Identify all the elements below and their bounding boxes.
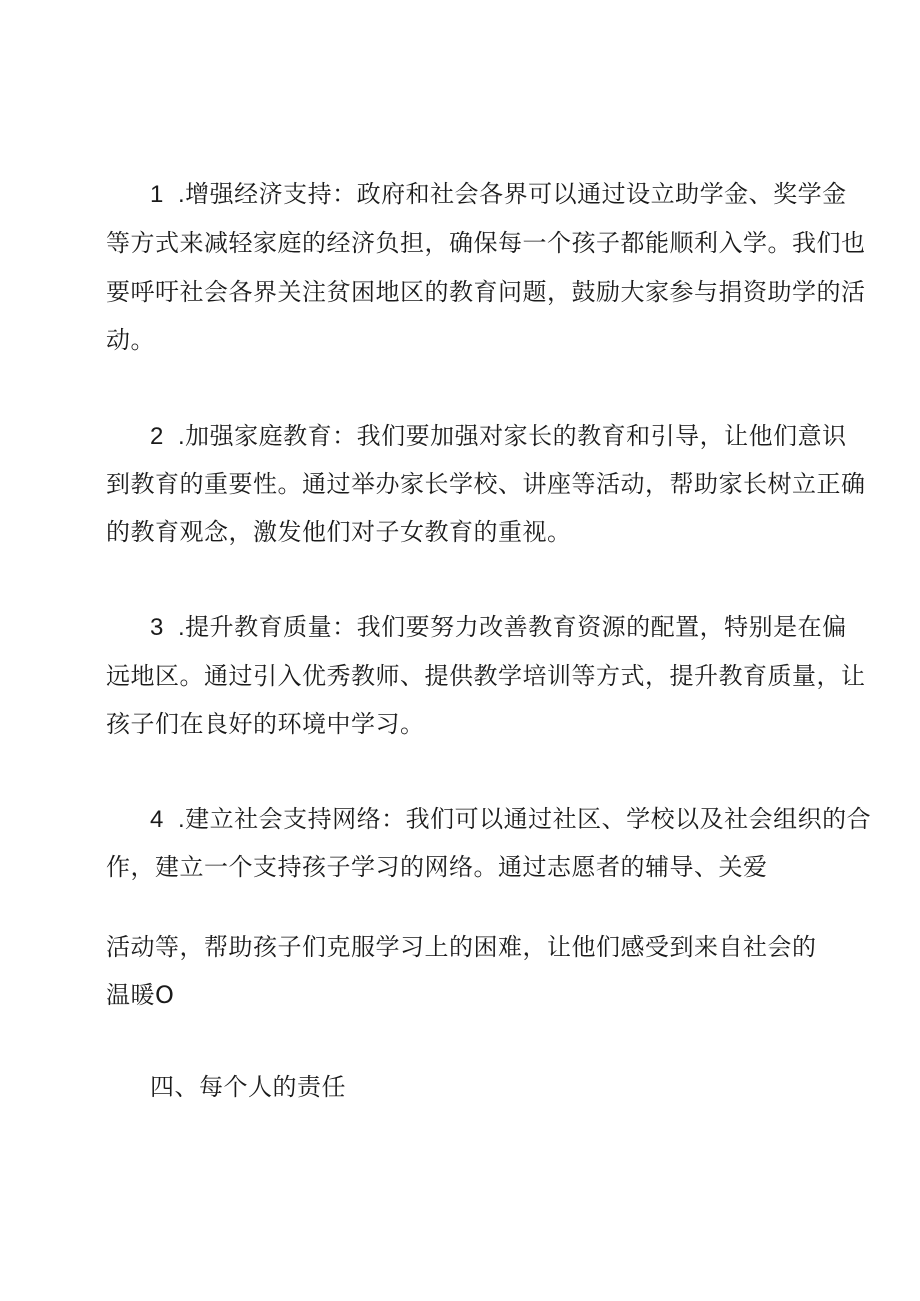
section-heading: 四、每个人的责任 bbox=[150, 1073, 346, 1101]
item-4-line-1 bbox=[150, 803, 871, 836]
item-1-line-3: 要呼吁社会各界关注贫困地区的教育问题，鼓励大家参与捐资助学的活 bbox=[106, 278, 866, 306]
item-3-number: 3 bbox=[150, 614, 164, 641]
item-3-line-1 bbox=[150, 611, 847, 644]
item-1-separator: . bbox=[178, 181, 186, 208]
item-1-number: 1 bbox=[150, 181, 164, 208]
item-4-separator: . bbox=[178, 806, 186, 833]
item-3-line-2: 远地区。通过引入优秀教师、提供教学培训等方式，提升教育质量，让 bbox=[106, 662, 866, 690]
item-4-text-1: 建立社会支持网络：我们可以通过社区、学校以及社会组织的合 bbox=[185, 805, 872, 833]
item-4-line-4: 温暖O bbox=[106, 981, 175, 1009]
item-2-text-1: 加强家庭教育：我们要加强对家长的教育和引导，让他们意识 bbox=[185, 422, 847, 450]
item-1-line-1 bbox=[150, 178, 847, 211]
item-3-text-1: 提升教育质量：我们要努力改善教育资源的配置，特别是在偏 bbox=[185, 613, 847, 641]
item-2-line-3: 的教育观念，激发他们对子女教育的重视。 bbox=[106, 518, 572, 546]
item-4-line-3: 活动等，帮助孩子们克服学习上的困难，让他们感受到来自社会的 bbox=[106, 933, 817, 961]
item-2-separator: . bbox=[178, 423, 186, 450]
item-2-number: 2 bbox=[150, 423, 164, 450]
item-2-line-2: 到教育的重要性。通过举办家长学校、讲座等活动，帮助家长树立正确 bbox=[106, 470, 866, 498]
item-1-line-4: 动。 bbox=[106, 326, 155, 354]
item-3-separator: . bbox=[178, 614, 186, 641]
item-3-line-3: 孩子们在良好的环境中学习。 bbox=[106, 710, 425, 738]
item-4-line-2: 作，建立一个支持孩子学习的网络。通过志愿者的辅导、关爱 bbox=[106, 853, 768, 881]
item-1-text-1: 增强经济支持：政府和社会各界可以通过设立助学金、奖学金 bbox=[185, 180, 847, 208]
item-4-number: 4 bbox=[150, 806, 164, 833]
item-2-line-1 bbox=[150, 420, 847, 453]
item-1-line-2: 等方式来减轻家庭的经济负担，确保每一个孩子都能顺利入学。我们也 bbox=[106, 229, 866, 257]
